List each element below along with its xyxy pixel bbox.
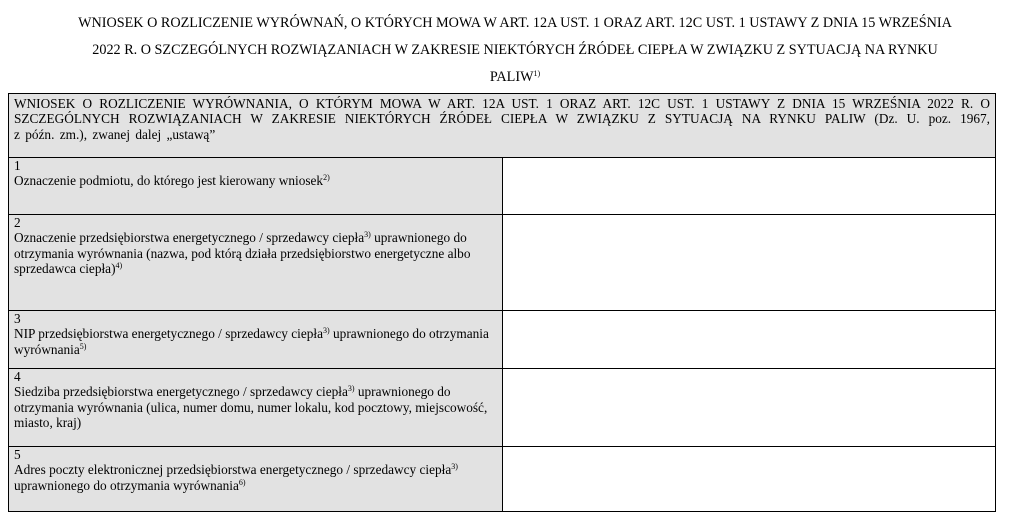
row-label-text: Siedziba przedsiębiorstwa energetycznego / sprzedawcy ciepła bbox=[14, 384, 348, 400]
row-number: 4 bbox=[14, 369, 21, 384]
application-form-table bbox=[8, 93, 996, 512]
form-header-row bbox=[9, 94, 996, 158]
row-number: 1 bbox=[14, 158, 21, 173]
row-label-text: Adres poczty elektronicznej przedsiębiorstwa energetycznego / sprzedawcy ciepła bbox=[14, 462, 452, 478]
title-line-3-text: PALIW bbox=[489, 69, 534, 85]
form-row bbox=[9, 158, 996, 215]
row-label-text: NIP przedsiębiorstwa energetycznego / sprzedawcy ciepła bbox=[14, 326, 324, 342]
header-line-1: WNIOSEK O ROZLICZENIE WYRÓWNANIA, O KTÓRYM MOWA W ART. 12A UST. 1 ORAZ ART. 12C UST. 1 USTAWY Z DNIA 15 WRZEŚNIA 2022 R. bbox=[14, 96, 974, 111]
row-footnote: 6) bbox=[238, 477, 246, 487]
title-footnote: 1) bbox=[533, 69, 541, 78]
company-name-value-field[interactable] bbox=[502, 215, 996, 311]
row-label-text: Oznaczenie podmiotu, do którego jest kierowany wniosek bbox=[14, 173, 324, 189]
entity-value-field[interactable] bbox=[502, 158, 996, 215]
row-footnote: 3) bbox=[451, 462, 458, 472]
row-label-cell bbox=[9, 447, 503, 512]
row-label-cell bbox=[9, 215, 503, 311]
row-label-text-cont: uprawnionego do otrzymania wyrównania (ulica, numer domu, numer lokalu, kod pocztowy, miejscowość, miasto, kraj) bbox=[14, 384, 488, 431]
row-footnote: 5) bbox=[79, 341, 87, 351]
row-label-text-cont: uprawnionego do otrzymania wyrównania (nazwa, pod którą działa przedsiębiorstwo energetyczne albo sprzedawca ciepła) bbox=[14, 230, 471, 277]
nip-value-field[interactable] bbox=[502, 311, 996, 369]
row-label-cell bbox=[9, 369, 503, 447]
row-label-text-cont: uprawnionego do otrzymania wyrównania bbox=[14, 326, 489, 357]
address-value-field[interactable] bbox=[502, 369, 996, 447]
form-row bbox=[9, 311, 996, 369]
form-header-cell bbox=[9, 94, 996, 158]
form-row bbox=[9, 447, 996, 512]
row-label-cell bbox=[9, 311, 503, 369]
email-value-field[interactable] bbox=[502, 447, 996, 512]
row-footnote: 3) bbox=[347, 384, 355, 394]
title-line-2: 2022 R. O SZCZEGÓLNYCH ROZWIĄZANIACH W ZAKRESIE NIEKTÓRYCH ŹRÓDEŁ CIEPŁA W ZWIĄZKU Z SYTUACJĄ NA RYNKU bbox=[92, 42, 938, 58]
form-row bbox=[9, 215, 996, 311]
row-number: 3 bbox=[14, 311, 21, 326]
title-line-1: WNIOSEK O ROZLICZENIE WYRÓWNAŃ, O KTÓRYCH MOWA W ART. 12A UST. 1 ORAZ ART. 12C UST. 1 USTAWY Z DNIA 15 WRZEŚNIA bbox=[78, 15, 952, 31]
row-number: 2 bbox=[14, 215, 21, 230]
row-label-text: Oznaczenie przedsiębiorstwa energetycznego / sprzedawcy ciepła bbox=[14, 230, 365, 246]
row-label-text-cont: uprawnionego do otrzymania wyrównania bbox=[14, 477, 239, 493]
row-label-cell bbox=[9, 158, 503, 215]
row-footnote: 2) bbox=[323, 173, 330, 183]
title-line-3 bbox=[0, 64, 1010, 91]
document-title bbox=[0, 10, 1010, 91]
form-row bbox=[9, 369, 996, 447]
header-line-2: O SZCZEGÓLNYCH ROZWIĄZANIACH W ZAKRESIE NIEKTÓRYCH ŹRÓDEŁ CIEPŁA W ZWIĄZKU Z SYTUACJĄ NA RYNKU PALIW (Dz. U. poz. 1967, bbox=[14, 96, 991, 127]
row-footnote: 3) bbox=[364, 230, 371, 240]
row-number: 5 bbox=[14, 447, 21, 462]
row-footnote: 3) bbox=[323, 326, 330, 336]
row-footnote: 4) bbox=[115, 261, 123, 271]
header-line-3: z późn. zm.), zwanej dalej „ustawą” bbox=[14, 126, 216, 142]
